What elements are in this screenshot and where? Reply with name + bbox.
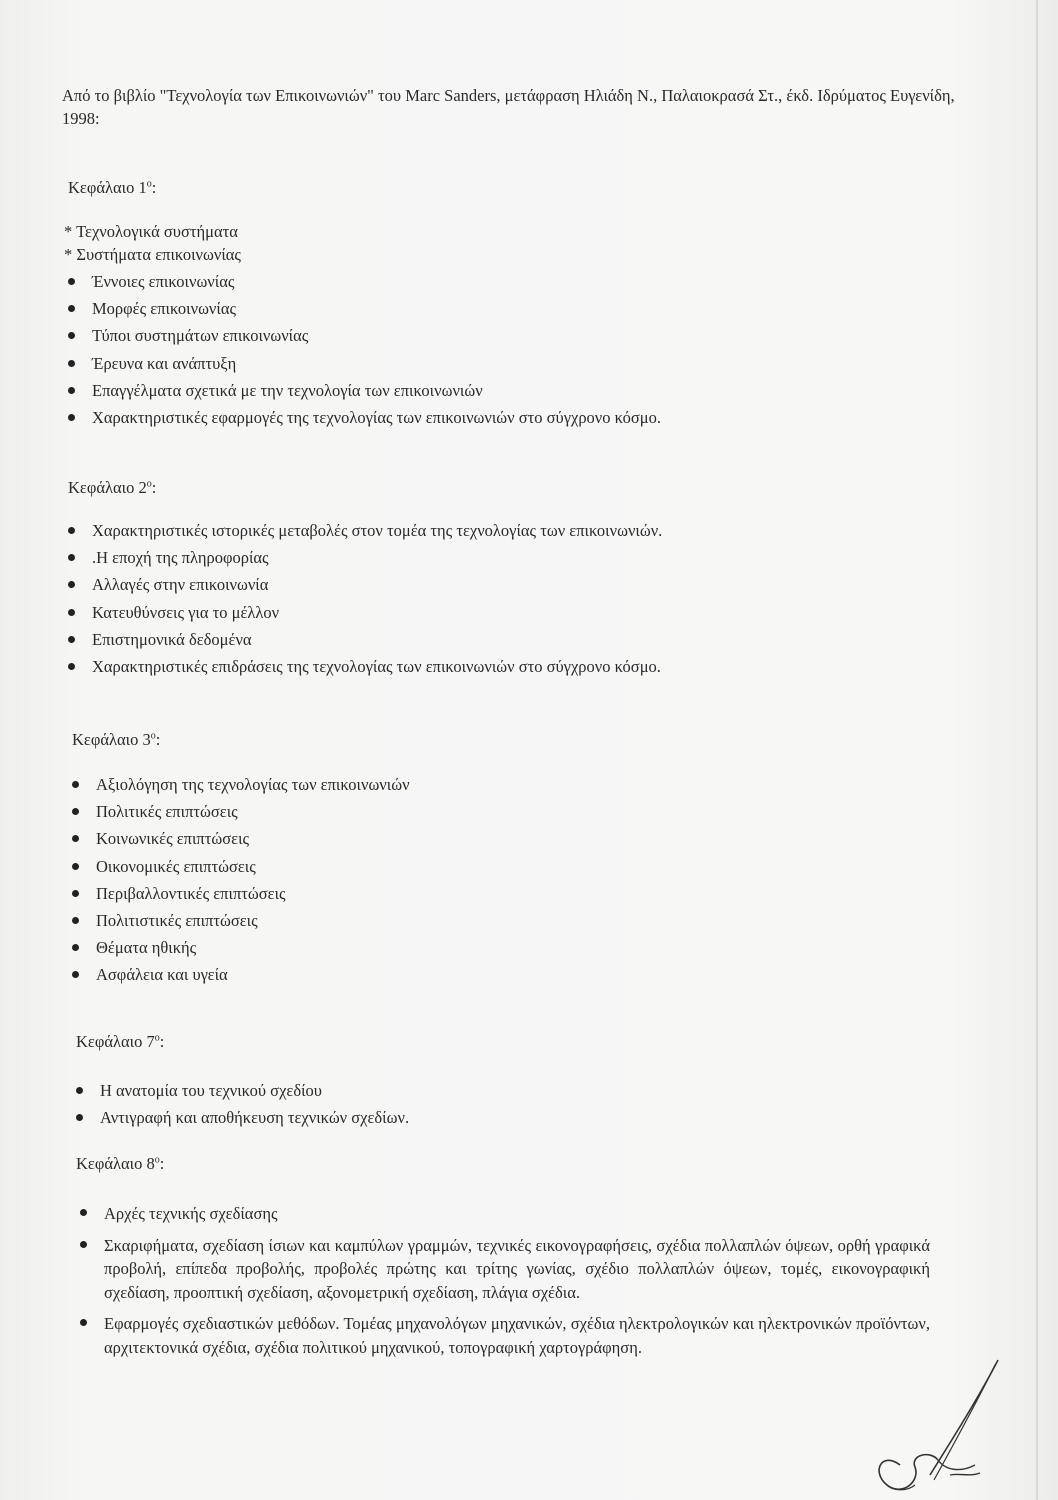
- chapter-suffix: :: [151, 478, 157, 497]
- chapter-suffix: :: [159, 1154, 165, 1173]
- chapter-7-list: [72, 1080, 952, 1134]
- list-item: Θέματα ηθικής: [68, 937, 968, 964]
- list-item: Κοινωνικές επιπτώσεις: [68, 828, 968, 855]
- chapter-sup: ο: [146, 178, 152, 190]
- chapter-title: Κεφάλαιο 3: [72, 730, 151, 749]
- chapter-sup: ο: [154, 1032, 160, 1044]
- list-item: Πολιτικές επιπτώσεις: [68, 801, 968, 828]
- list-item: Μορφές επικοινωνίας: [64, 298, 964, 325]
- chapter-suffix: :: [159, 1032, 165, 1051]
- page-edge: [1036, 0, 1038, 1500]
- chapter-1-heading: [68, 178, 156, 198]
- list-item: Χαρακτηριστικές επιδράσεις της τεχνολογίας των επικοινωνιών στο σύγχρονο κόσμο.: [64, 656, 964, 683]
- chapter-8-list: [76, 1202, 930, 1367]
- list-item: Πολιτιστικές επιπτώσεις: [68, 910, 968, 937]
- star-item: * Συστήματα επικοινωνίας: [64, 245, 241, 264]
- list-item: Οικονομικές επιπτώσεις: [68, 856, 968, 883]
- list-item: Ασφάλεια και υγεία: [68, 964, 968, 991]
- chapter-8-heading: [76, 1154, 164, 1174]
- chapter-7-heading: [76, 1032, 164, 1052]
- chapter-sup: ο: [150, 730, 156, 742]
- chapter-sup: ο: [154, 1154, 160, 1166]
- list-item: Χαρακτηριστικές εφαρμογές της τεχνολογίας των επικοινωνιών στο σύγχρονο κόσμο.: [64, 407, 964, 434]
- list-item: Η ανατομία του τεχνικού σχεδίου: [72, 1080, 952, 1107]
- list-item: Τύποι συστημάτων επικοινωνίας: [64, 325, 964, 352]
- chapter-sup: ο: [146, 478, 152, 490]
- signature-mark: [860, 1355, 1010, 1495]
- chapter-title: Κεφάλαιο 2: [68, 478, 147, 497]
- list-item: .Η εποχή της πληροφορίας: [64, 547, 964, 574]
- chapter-3-list: [68, 774, 968, 992]
- chapter-suffix: :: [155, 730, 161, 749]
- list-item: Έρευνα και ανάπτυξη: [64, 353, 964, 380]
- chapter-2-list: [64, 520, 964, 683]
- list-item: Επιστημονικά δεδομένα: [64, 629, 964, 656]
- chapter-1-list: [64, 271, 964, 434]
- list-item: Κατευθύνσεις για το μέλλον: [64, 602, 964, 629]
- chapter-title: Κεφάλαιο 8: [76, 1154, 155, 1173]
- list-item: Αλλαγές στην επικοινωνία: [64, 574, 964, 601]
- chapter-suffix: :: [151, 178, 157, 197]
- chapter-title: Κεφάλαιο 1: [68, 178, 147, 197]
- chapter-3-heading: [72, 730, 160, 750]
- list-item: Σκαριφήματα, σχεδίαση ίσιων και καμπύλων γραμμών, τεχνικές εικονογραφήσεις, σχέδια πολλαπλών όψεων, ορθή γραφικά προβολή, επίπεδα προβολής, προβολές πρώτης και τρίτης γωνίας, σχέδιο πολλαπλών όψεων, τομές, εικονογραφική σχεδίαση, προοπτική σχεδίαση, αξονομετρική σχεδίαση, πλάγια σχέδια.: [76, 1234, 930, 1305]
- list-item: Εφαρμογές σχεδιαστικών μεθόδων. Τομέας μηχανολόγων μηχανικών, σχέδια ηλεκτρολογικών και ηλεκτρονικών προϊόντων, αρχιτεκτονικά σχέδια, σχέδια πολιτικού μηχανικού, τοπογραφική χαρτογράφηση.: [76, 1312, 930, 1359]
- list-item: Έννοιες επικοινωνίας: [64, 271, 964, 298]
- list-item: Αντιγραφή και αποθήκευση τεχνικών σχεδίων.: [72, 1107, 952, 1134]
- chapter-title: Κεφάλαιο 7: [76, 1032, 155, 1051]
- list-item: Αξιολόγηση της τεχνολογίας των επικοινωνιών: [68, 774, 968, 801]
- list-item: Χαρακτηριστικές ιστορικές μεταβολές στον τομέα της τεχνολογίας των επικοινωνιών.: [64, 520, 964, 547]
- list-item: Επαγγέλματα σχετικά με την τεχνολογία των επικοινωνιών: [64, 380, 964, 407]
- list-item: Αρχές τεχνικής σχεδίασης: [76, 1202, 930, 1226]
- star-item: * Τεχνολογικά συστήματα: [64, 222, 238, 241]
- chapter-2-heading: [68, 478, 156, 498]
- intro-text: Από το βιβλίο "Τεχνολογία των Επικοινωνιών" του Marc Sanders, μετάφραση Ηλιάδη Ν., Παλαιοκρασά Στ., έκδ. Ιδρύματος Ευγενίδη, 1998:: [62, 86, 955, 128]
- list-item: Περιβαλλοντικές επιπτώσεις: [68, 883, 968, 910]
